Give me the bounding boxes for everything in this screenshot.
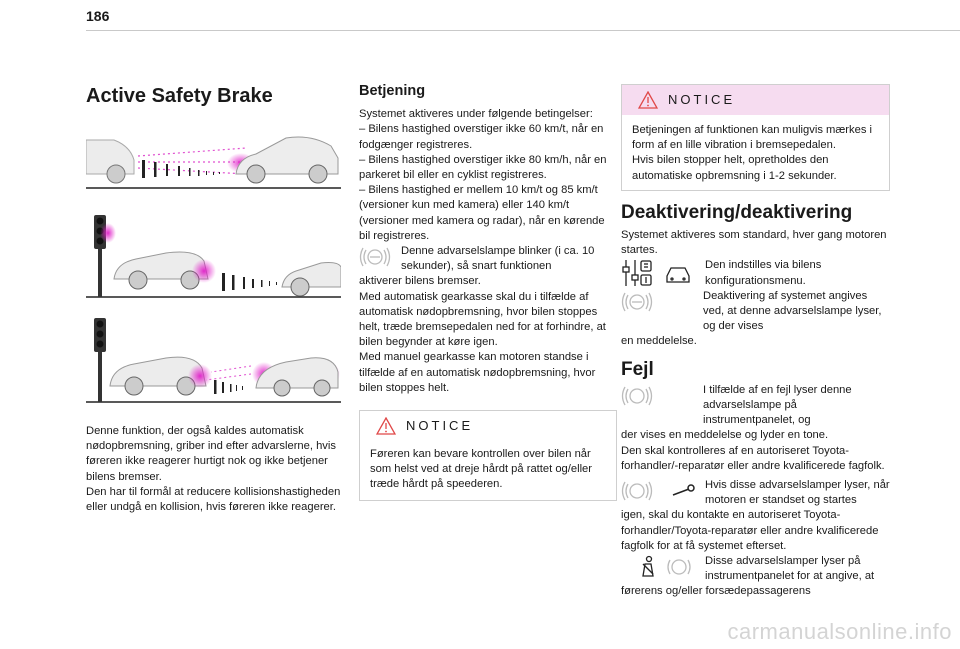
condition-pedestrian: – Bilens hastighed overstiger ikke 60 km/t, når en fodgænger registreres.	[359, 123, 604, 151]
fault2-text: Hvis disse advarselslamper lyser, når motoren er standset og startes	[705, 479, 890, 507]
notice-header-pink	[622, 85, 889, 115]
lamp-row	[359, 244, 617, 274]
config-row	[621, 258, 890, 288]
fault3-tail: førerens og/eller forsædepassagerens	[621, 585, 811, 598]
condition-moving-car: – Bilens hastighed er mellem 10 km/t og 85 km/t (versioner kun med kamera) eller 140 km/t (versioner med kamera og radar), når en kørende bil registreres.	[359, 184, 605, 242]
section-title: Active Safety Brake	[86, 85, 273, 107]
notice-box-right	[621, 84, 890, 191]
warning-triangle-icon	[638, 91, 658, 109]
notice-line-2: Hvis bilen stopper helt, opretholdes den automatiske opbremsning i 1-2 sekunder.	[632, 154, 837, 182]
intro-paragraph-1: Denne funktion, der også kaldes automatisk nødopbremsning, griber ind efter advarslerne, hvis føreren ikke reagerer hurtigt nok og ikke betjener bilens bremser.	[86, 425, 336, 483]
notice-line-1: Betjeningen af funktionen kan muligvis mærkes i form af en lille vibration i bremsepedalen.	[632, 124, 873, 152]
fault-contact: Den skal kontrolleres af en autoriseret Toyota-forhandler/-reparatør eller andre kvalificerede fagfolk.	[621, 444, 885, 472]
fault3-row	[621, 554, 890, 584]
condition-parked-car: – Bilens hastighed overstiger ikke 80 km/h, når en parkeret bil eller en cyklist registreres.	[359, 153, 607, 182]
deact-lamp-text: Deaktivering af systemet angives ved, at denne advarselslampe lyser, og der vises	[703, 289, 882, 333]
notice-box-middle	[359, 410, 617, 501]
seatbelt-and-lamp-icon	[621, 554, 697, 580]
fault-lamp-row	[621, 383, 890, 429]
illustration-moving-cars	[86, 128, 341, 198]
conditions-intro: Systemet aktiveres under følgende betingelser:	[359, 108, 593, 121]
footer-watermark: carmanualsonline.info	[727, 619, 952, 644]
fault3-text: Disse advarselslamper lyser på instrumentpanelet for at angive, at	[705, 555, 875, 583]
lamp-text: Denne advarselslampe blinker (i ca. 10 sekunder), så snart funktionen	[401, 245, 595, 273]
fault-lamp-text: I tilfælde af en fejl lyser denne advarselslampe på instrumentpanelet, og	[703, 383, 852, 427]
operation-heading: Betjening	[359, 83, 426, 99]
left-column	[86, 84, 351, 515]
intro-paragraph-2: Den har til formål at reducere kollisionshastigheden eller undgå en kollision, hvis føreren ikke reagerer.	[86, 485, 341, 514]
notice-header	[360, 411, 616, 441]
deact-lamp-tail: en meddelelse.	[621, 335, 697, 348]
warning-lamp-icon	[359, 244, 391, 270]
after-lamp-2: Med automatisk gearkasse skal du i tilfælde af automatisk nødopbremsning, hvor bilen stoppes helt, træde bremsepedalen ned for at forhindre, at bilen begynder at køre igen.	[359, 290, 606, 349]
fault-lamp-tail: der vises en meddelelse og lyder en tone.	[621, 429, 829, 442]
middle-column	[359, 84, 617, 501]
right-column	[621, 84, 890, 600]
deactivation-heading: Deaktivering/deaktivering	[621, 201, 853, 223]
deactivation-intro: Systemet aktiveres som standard, hver gang motoren startes.	[621, 229, 887, 257]
warning-lamp-icon	[621, 289, 653, 315]
after-lamp-3: Med manuel gearkasse kan motoren standse i tilfælde af en automatisk nødopbremsning, hvor bilen stoppes helt.	[359, 351, 596, 394]
after-lamp-1: aktiverer bilens bremser.	[359, 275, 481, 288]
config-menu-icon	[621, 258, 697, 288]
illustration-braking-car	[86, 314, 341, 404]
top-rule	[86, 30, 960, 31]
notice-text: Føreren kan bevare kontrollen over bilen når som helst ved at dreje hårdt på rattet og/eller træde hårdt på speederen.	[370, 448, 593, 491]
fault2-tail: igen, skal du kontakte en autoriseret Toyota-forhandler/Toyota-reparatør eller andre kvalificerede fagfolk for at få systemet efterset.	[621, 509, 879, 552]
lamp-and-wrench-icon	[621, 478, 697, 504]
fault-heading: Fejl	[621, 358, 654, 380]
notice-title: NOTICE	[668, 92, 736, 108]
warning-lamp-icon	[621, 383, 653, 409]
deact-lamp-row	[621, 289, 890, 335]
fault2-row	[621, 478, 890, 508]
notice-title: NOTICE	[406, 418, 474, 434]
illustration-stationary-car	[86, 213, 341, 299]
warning-triangle-icon	[376, 417, 396, 435]
config-text: Den indstilles via bilens konfigurationsmenu.	[705, 259, 822, 287]
page-number: 186	[86, 8, 110, 24]
